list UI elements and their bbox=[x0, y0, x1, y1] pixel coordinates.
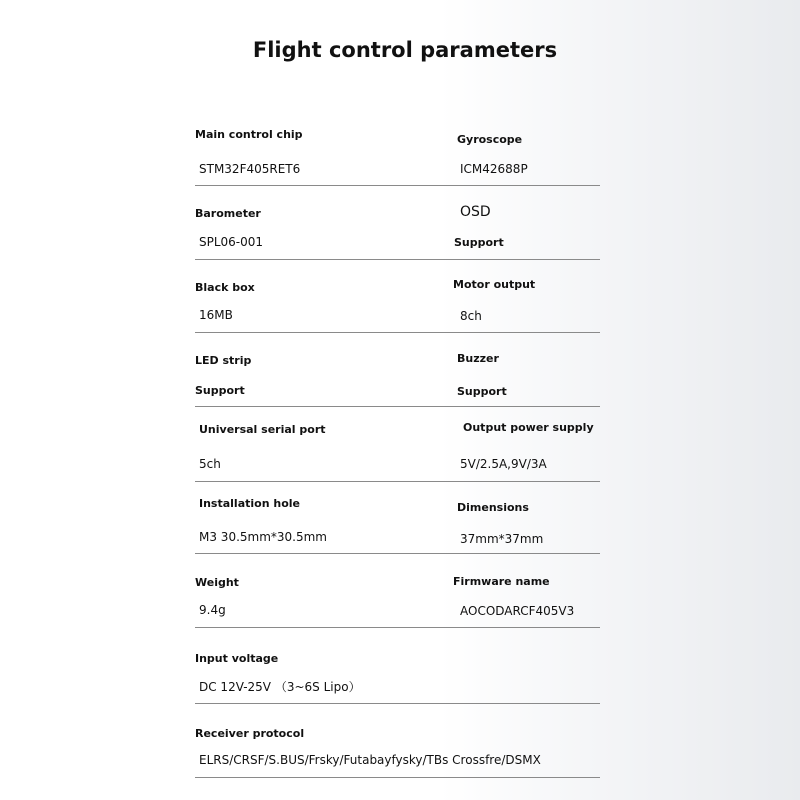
barometer-value: SPL06-001 bbox=[199, 235, 264, 249]
dimensions-label: Dimensions bbox=[457, 501, 529, 514]
gyroscope-value: ICM42688P bbox=[460, 162, 528, 176]
firmware-name-label: Firmware name bbox=[453, 575, 550, 588]
black-box-label: Black box bbox=[195, 281, 255, 294]
universal-serial-port-label: Universal serial port bbox=[199, 423, 326, 436]
led-strip-value: Support bbox=[195, 384, 245, 397]
row-divider bbox=[195, 777, 600, 778]
receiver-protocol-value: ELRS/CRSF/S.BUS/Frsky/Futabayfysky/TBs Crossfre/DSMX bbox=[199, 753, 541, 767]
row-divider bbox=[195, 185, 600, 186]
row-divider bbox=[195, 553, 600, 554]
osd-label: OSD bbox=[460, 204, 491, 220]
main-control-chip-value: STM32F405RET6 bbox=[199, 162, 301, 176]
installation-hole-value: M3 30.5mm*30.5mm bbox=[199, 530, 327, 544]
motor-output-label: Motor output bbox=[453, 278, 536, 291]
black-box-value: 16MB bbox=[199, 308, 233, 322]
installation-hole-label: Installation hole bbox=[199, 497, 300, 510]
row-divider bbox=[195, 332, 600, 333]
row-divider bbox=[195, 481, 600, 482]
firmware-name-value: AOCODARCF405V3 bbox=[460, 604, 575, 618]
buzzer-value: Support bbox=[457, 385, 507, 398]
input-voltage-value: DC 12V-25V （3~6S Lipo） bbox=[199, 680, 361, 694]
weight-value: 9.4g bbox=[199, 603, 226, 617]
motor-output-value: 8ch bbox=[460, 309, 482, 323]
receiver-protocol-label: Receiver protocol bbox=[195, 727, 305, 740]
row-divider bbox=[195, 703, 600, 704]
row-divider bbox=[195, 627, 600, 628]
main-control-chip-label: Main control chip bbox=[195, 128, 303, 141]
dimensions-value: 37mm*37mm bbox=[460, 532, 544, 546]
output-power-supply-value: 5V/2.5A,9V/3A bbox=[460, 457, 547, 471]
row-divider bbox=[195, 406, 600, 407]
universal-serial-port-value: 5ch bbox=[199, 457, 221, 471]
page-title: Flight control parameters bbox=[252, 38, 558, 62]
weight-label: Weight bbox=[195, 576, 239, 589]
led-strip-label: LED strip bbox=[195, 354, 252, 367]
input-voltage-label: Input voltage bbox=[195, 652, 279, 665]
output-power-supply-label: Output power supply bbox=[463, 421, 594, 434]
row-divider bbox=[195, 259, 600, 260]
gyroscope-label: Gyroscope bbox=[457, 133, 523, 146]
buzzer-label: Buzzer bbox=[457, 352, 499, 365]
osd-value: Support bbox=[454, 236, 504, 249]
barometer-label: Barometer bbox=[195, 207, 261, 220]
